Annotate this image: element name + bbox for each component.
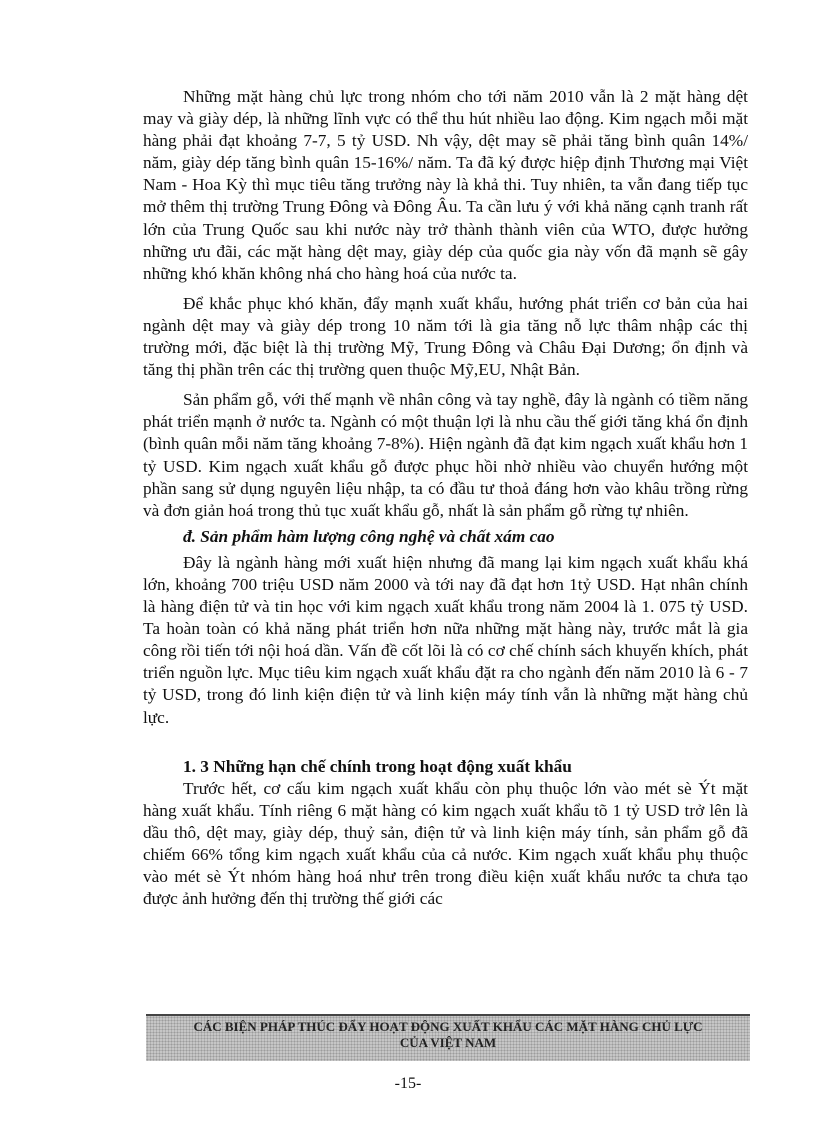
footer-banner <box>146 1014 750 1061</box>
footer-line: CỦA VIỆT NAM <box>399 1035 497 1050</box>
page-number: -15- <box>394 1075 422 1092</box>
footer-line: CÁC BIỆN PHÁP THÚC ĐẨY HOẠT ĐỘNG XUẤT KHẨU CÁC MẶT HÀNG CHỦ LỰC <box>193 1019 703 1034</box>
paragraph: Sản phẩm gỗ, với thế mạnh về nhân công và tay nghề, đây là ngành có tiềm năng phát triển mạnh ở nước ta. Ngành có một thuận lợi là nhu cầu thế giới tăng khá ổn định (bình quân mỗi năm tăng khoảng 7-8%). Hiện ngành đã đạt kim ngạch xuất khẩu hơn 1 tỷ USD. Kim ngạch xuất khẩu gỗ được phục hồi nhờ nhiều vào chuyển hướng một phần sang sử dụng nguyên liệu nhập, ta có đầu tư thoả đáng hơn vào khâu trồng rừng và đơn giản hoá trong thủ tục xuất khẩu gỗ, nhất là sản phẩm gỗ rừng tự nhiên. <box>143 390 748 520</box>
page-body <box>143 86 748 910</box>
paragraph: Để khắc phục khó khăn, đẩy mạnh xuất khẩu, hướng phát triển cơ bản của hai ngành dệt may và giày dép trong 10 năm tới là gia tăng nỗ lực thâm nhập các thị trường mới, đặc biệt là thị trường Mỹ, Trung Đông và Châu Đại Dương; ổn định và tăng thị phần trên các thị trường quen thuộc Mỹ,EU, Nhật Bản. <box>143 293 748 380</box>
paragraph: Trước hết, cơ cấu kim ngạch xuất khẩu còn phụ thuộc lớn vào mét sè Ýt mặt hàng xuất khẩu. Tính riêng 6 mặt hàng có kim ngạch xuất khẩu tõ 1 tỷ USD trở lên là dầu thô, dệt may, giày dép, thuỷ sản, điện tử và linh kiện máy tính, sản phẩm gỗ đã chiếm 66% tổng kim ngạch xuất khẩu của cả nước. Kim ngạch xuất khẩu phụ thuộc vào mét sè Ýt nhóm hàng hoá như trên trong điều kiện xuất khẩu nước ta chưa tạo được ảnh hưởng đến thị trường thế giới các <box>143 778 748 909</box>
paragraph: Những mặt hàng chủ lực trong nhóm cho tới năm 2010 vẫn là 2 mặt hàng dệt may và giày dép, là những lĩnh vực có thể thu hút nhiều lao động. Kim ngạch mỗi mặt hàng phải đạt khoảng 7-7, 5 tỷ USD. Nh vậy, dệt may sẽ phải tăng bình quân 14%/ năm, giày dép tăng bình quân 15-16%/ năm. Ta đã ký được hiệp định Thương mại Việt Nam - Hoa Kỳ thì mục tiêu tăng trưởng này là khả thi. Tuy nhiên, ta vẫn đang tiếp tục mở thêm thị trường Trung Đông và Đông Âu. Ta cần lưu ý với khả năng cạnh tranh rất lớn của Trung Quốc sau khi nước này trở thành thành viên của WTO, được hưởng những ưu đãi, các mặt hàng dệt may, giày dép của quốc gia này vốn đã mạnh sẽ gây những khó khăn không nhá cho hàng hoá của nước ta. <box>143 87 748 283</box>
section-heading: 1. 3 Những hạn chế chính trong hoạt động xuất khẩu <box>183 756 572 776</box>
subheading: đ. Sản phẩm hàm lượng công nghệ và chất xám cao <box>183 526 555 546</box>
paragraph: Đây là ngành hàng mới xuất hiện nhưng đã mang lại kim ngạch xuất khẩu khá lớn, khoảng 700 triệu USD năm 2000 và tới nay đã đạt hơn 1tỷ USD. Hạt nhân chính là hàng điện tử và tin học với kim ngạch xuất khẩu trong năm 2004 là 1. 075 tỷ USD. Ta hoàn toàn có khả năng phát triển hơn nữa những mặt hàng này, trước mắt là gia công rồi tiến tới nội hoá dần. Vấn đề cốt lõi là có cơ chế chính sách khuyến khích, phát triển nguồn lực. Mục tiêu kim ngạch xuất khẩu đặt ra cho ngành đến năm 2010 là 6 - 7 tỷ USD, trong đó linh kiện điện tử và linh kiện máy tính vẫn là những mặt hàng chủ lực. <box>143 552 748 727</box>
